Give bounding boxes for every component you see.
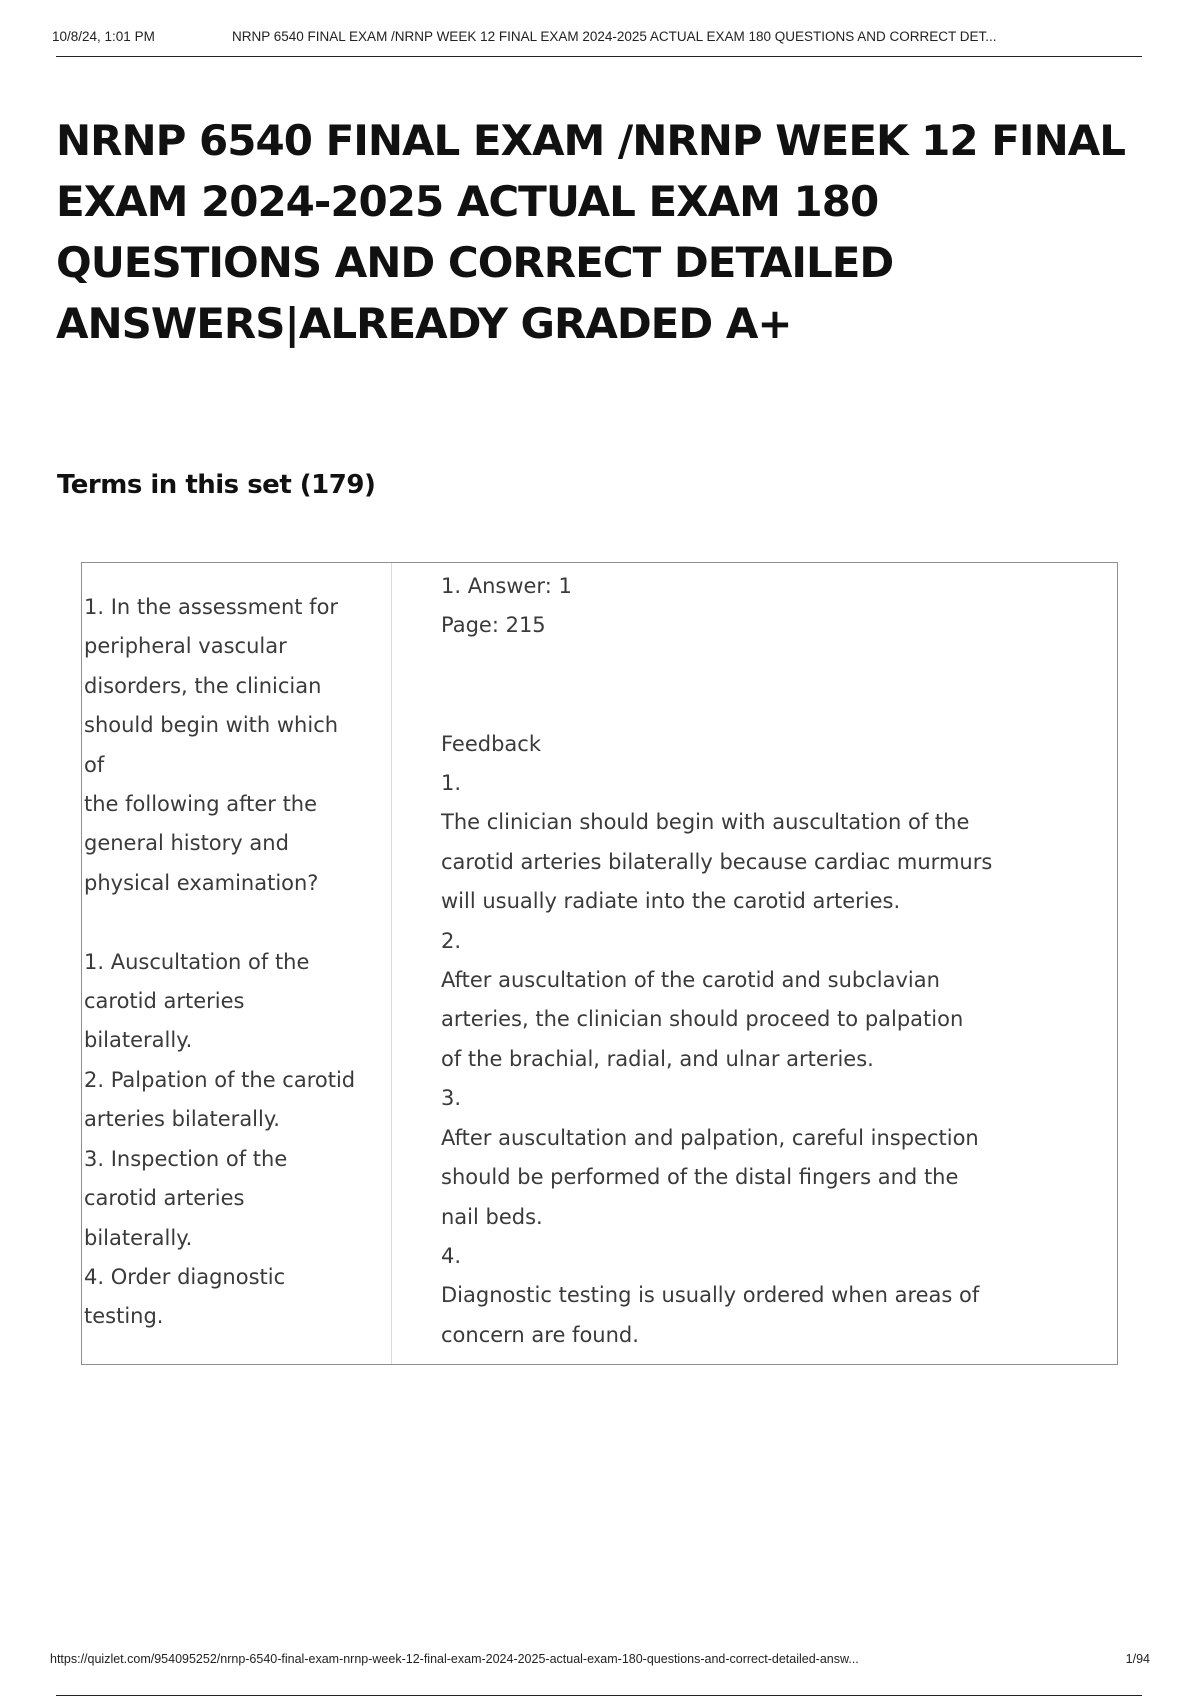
flashcard-term: 1. In the assessment for peripheral vascular disorders, the clinician should begin with which of the following after the general history and physical examination? 1. Auscultation of the carotid arteries bilaterally. 2. Palpation of the carotid arteries bilaterally. 3. Inspection of the carotid arteries bilaterally. 4. Order diagnostic testing. [84,595,356,1329]
print-footer [50,1652,1150,1666]
page-title: NRNP 6540 FINAL EXAM /NRNP WEEK 12 FINAL EXAM 2024-2025 ACTUAL EXAM 180 QUESTIONS AND CORRECT DETAILED ANSWERS|ALREADY GRADED A+ [56,116,1125,348]
print-header [52,29,1144,44]
page-number: 1/94 [1125,1652,1150,1666]
print-timestamp: 10/8/24, 1:01 PM [52,29,155,44]
header-divider [56,56,1142,57]
footer-divider [56,1695,1142,1696]
print-source-url: https://quizlet.com/954095252/nrnp-6540-final-exam-nrnp-week-12-final-exam-2024-2025-actual-exam-180-questions-and-correct-detailed-answ... [50,1652,859,1666]
print-document-title: NRNP 6540 FINAL EXAM /NRNP WEEK 12 FINAL EXAM 2024-2025 ACTUAL EXAM 180 QUESTIONS AND CORRECT DET... [232,29,997,44]
terms-count-heading: Terms in this set (179) [57,470,376,500]
flashcard-definition: 1. Answer: 1 Page: 215 Feedback 1. The clinician should begin with auscultation of the carotid arteries bilaterally because cardiac murmurs will usually radiate into the carotid arteries. 2. After auscultation of the carotid and subclavian arteries, the clinician should proceed to palpation of the brachial, radial, and ulnar arteries. 3. After auscultation and palpation, careful inspection should be performed of the distal fingers and the nail beds. 4. Diagnostic testing is usually ordered when areas of concern are found. [441,574,993,1347]
card-column-divider [391,563,392,1364]
flashcard-row [81,562,1118,1365]
